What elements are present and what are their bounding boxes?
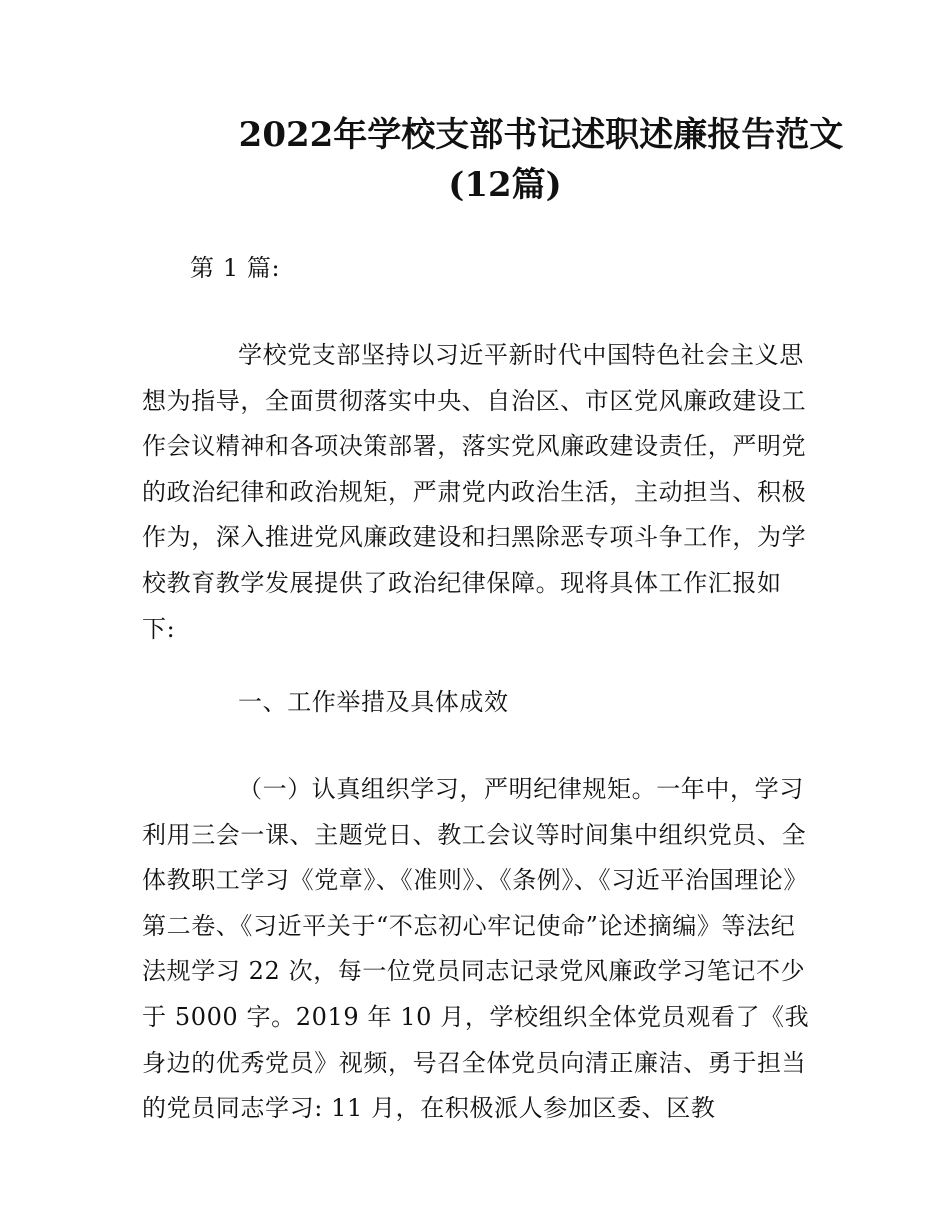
chapter-label: 第 1 篇: [190,254,281,282]
title-line-1: 2022年学校支部书记述职述廉报告范文 [238,115,844,155]
title-line-2: (12篇) [448,165,562,205]
document-title [140,110,870,210]
section-heading-1: 一、工作举措及具体成效 [238,688,509,716]
section-paragraph-1: （一）认真组织学习，严明纪律规矩。一年中，学习利用三会一课、主题党日、教工会议等时间集中组织党员、全体教职工学习《党章》、《准则》、《条例》、《习近平治国理论》第二卷、《习近平关于“不忘初心牢记使命”论述摘编》等法纪法规学习 22 次，每一位党员同志记录党风廉政学习笔记不少于 5000 字。2019 年 10 月，学校组织全体党员观看了《我身边的优秀党员》视频，号召全体党员向清正廉洁、勇于担当的党员同志学习: 11 月，在积极派人参加区委、区教 [142,775,810,1123]
intro-paragraph: 学校党支部坚持以习近平新时代中国特色社会主义思想为指导，全面贯彻落实中央、自治区、市区党风廉政建设工作会议精神和各项决策部署，落实党风廉政建设责任，严明党的政治纪律和政治规矩，严肃党内政治生活，主动担当、积极作为，深入推进党风廉政建设和扫黑除恶专项斗争工作，为学校教育教学发展提供了政治纪律保障。现将具体工作汇报如下: [142,341,807,643]
